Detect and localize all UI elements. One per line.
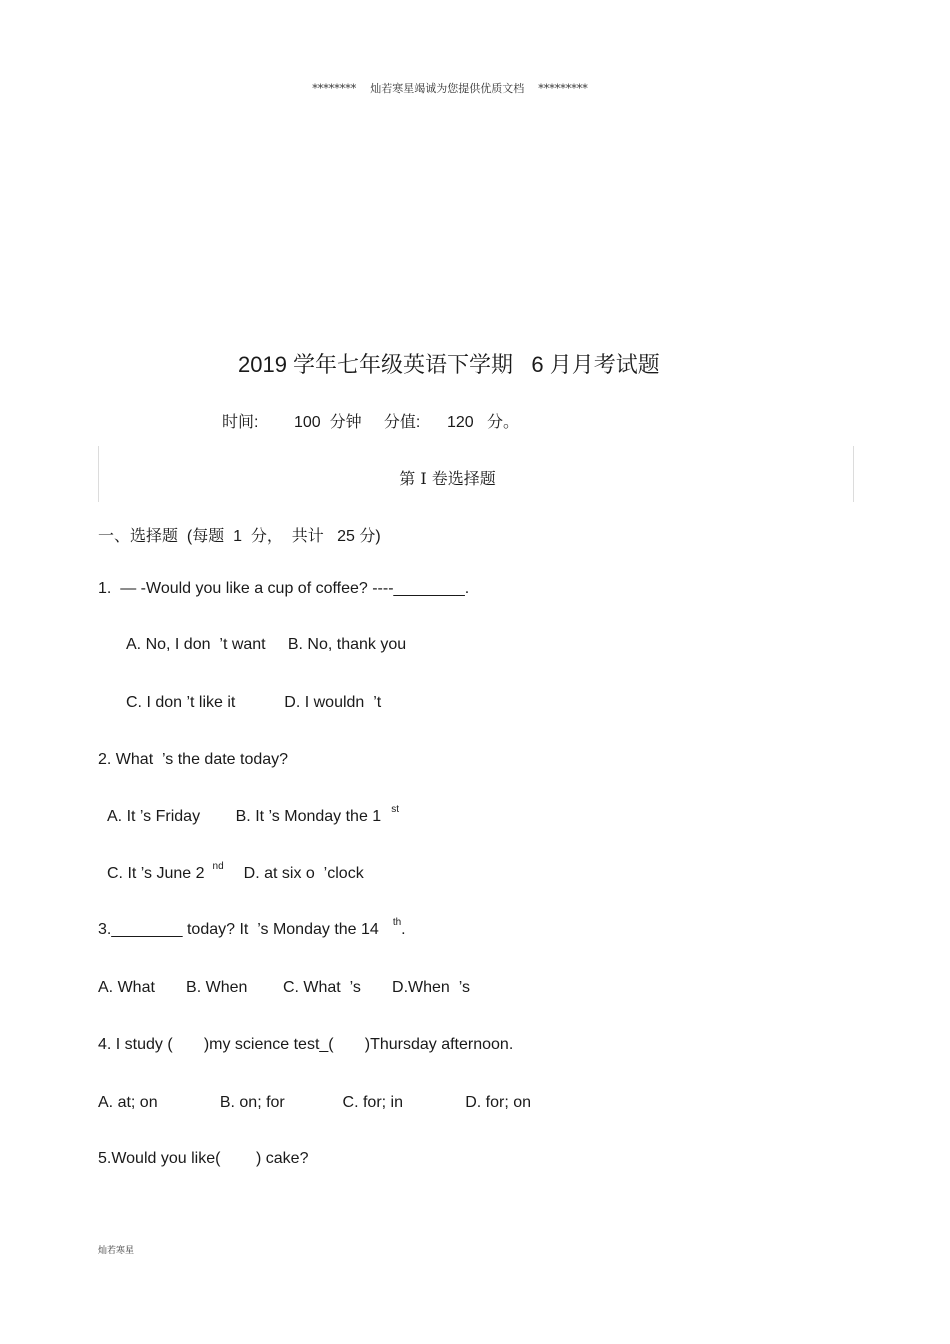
- superscript-th: th: [392, 917, 402, 928]
- exam-info: 时间: 100 分钟 分值: 120 分。: [222, 414, 519, 431]
- question-1-options-row-2: C. I don ’t like it D. I wouldn ’t: [126, 694, 382, 711]
- question-3-stem: [98, 917, 406, 939]
- superscript-st: st: [391, 804, 399, 815]
- exam-title: 2019 学年七年级英语下学期 6 月月考试题: [238, 352, 660, 377]
- question-2-options-row-1: [107, 804, 399, 826]
- section-title: 第 I 卷选择题: [399, 469, 496, 488]
- page-footer: 灿若寒星: [98, 1246, 135, 1256]
- part-heading: 一、选择题 (每题 1 分， 共计 25 分): [98, 528, 381, 545]
- question-1-stem: 1. — -Would you like a cup of coffee? ----________.: [98, 580, 470, 597]
- superscript-nd: nd: [212, 861, 224, 872]
- page-header-banner: ******** 灿若寒星竭诚为您提供优质文档 *********: [312, 82, 588, 95]
- question-3-stem-text: 3.________ today? It ’s Monday the 14: [98, 921, 379, 938]
- question-2-option-d: D. at six o ’clock: [243, 865, 364, 882]
- question-4-stem: 4. I study ( )my science test_( )Thursday afternoon.: [98, 1036, 514, 1053]
- question-5-stem: 5.Would you like( ) cake?: [98, 1150, 309, 1167]
- question-1-options-row-1: A. No, I don ’t want B. No, thank you: [126, 636, 407, 653]
- question-2-options-row-2: [107, 861, 364, 883]
- question-3-stem-period: .: [401, 921, 406, 938]
- question-4-options: A. at; on B. on; for C. for; in D. for; on: [98, 1094, 532, 1111]
- question-3-options: A. What B. When C. What ’s D.When ’s: [98, 979, 470, 996]
- question-2-option-a-b: A. It ’s Friday B. It ’s Monday the 1: [107, 808, 382, 825]
- question-2-stem: 2. What ’s the date today?: [98, 751, 289, 768]
- question-2-option-c: C. It ’s June 2: [107, 865, 205, 882]
